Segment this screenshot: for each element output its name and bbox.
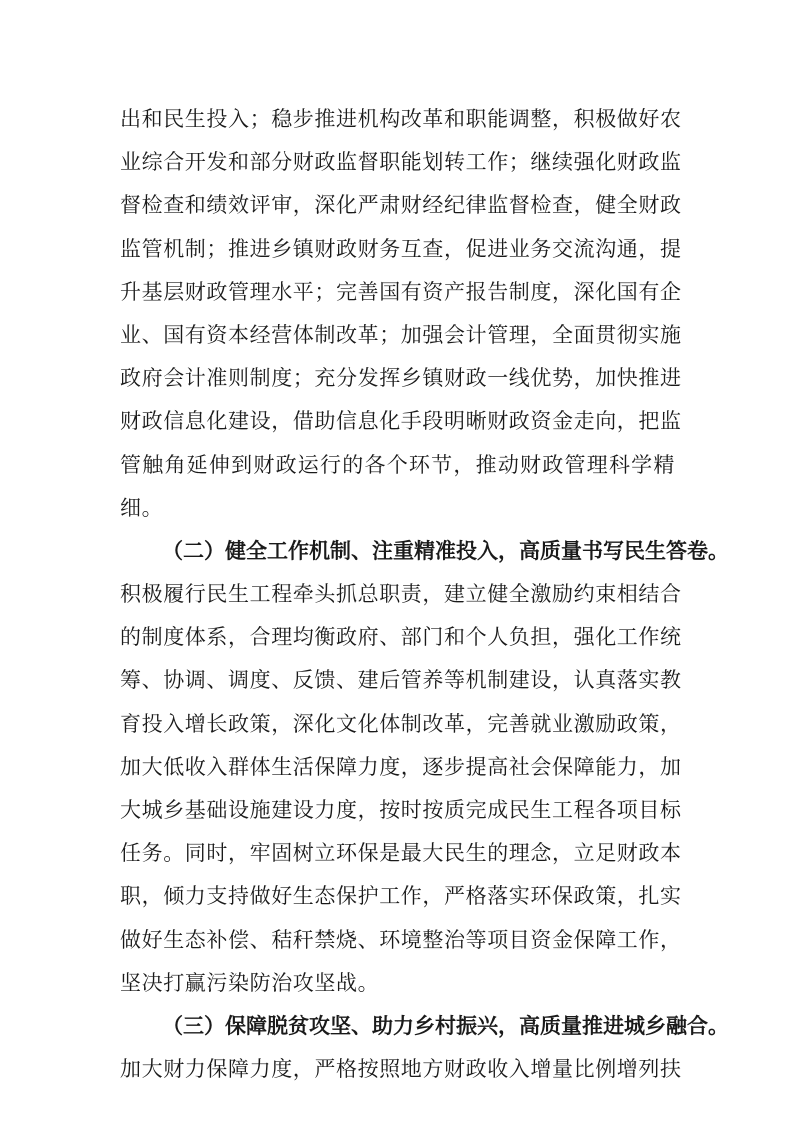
body-line: 出和民生投入；稳步推进机构改革和职能调整，积极做好农: [120, 107, 682, 131]
body-line: 的制度体系，合理均衡政府、部门和个人负担，强化工作统: [120, 625, 682, 650]
section-heading: （二）健全工作机制、注重精准投入，高质量书写民生答卷。: [162, 538, 729, 563]
body-line: 监管机制；推进乡镇财政财务互查，促进业务交流沟通，提: [120, 236, 682, 261]
body-line: 升基层财政管理水平；完善国有资产报告制度，深化国有企: [120, 279, 682, 304]
body-line: 业综合开发和部分财政监督职能划转工作；继续强化财政监: [120, 150, 682, 175]
body-line: 加大财力保障力度，严格按照地方财政收入增量比例增列扶: [120, 1057, 682, 1082]
body-line: 督检查和绩效评审，深化严肃财经纪律监督检查，健全财政: [120, 193, 682, 218]
body-line: 管触角延伸到财政运行的各个环节，推动财政管理科学精: [120, 452, 675, 477]
body-line: 大城乡基础设施建设力度，按时按质完成民生工程各项目标: [120, 798, 682, 822]
body-line: 政府会计准则制度；充分发挥乡镇财政一线优势，加快推进: [120, 366, 682, 391]
body-line: 做好生态补偿、秸秆禁烧、环境整治等项目资金保障工作，: [120, 927, 682, 952]
body-line: 筹、协调、调度、反馈、建后管养等机制建设，认真落实教: [120, 668, 682, 693]
body-line: 任务。同时，牢固树立环保是最大民生的理念，立足财政本: [120, 841, 682, 866]
body-line: 积极履行民生工程牵头抓总职责，建立健全激励约束相结合: [120, 582, 682, 607]
section-heading: （三）保障脱贫攻坚、助力乡村振兴，高质量推进城乡融合。: [162, 1013, 729, 1038]
body-line: 细。: [120, 495, 164, 520]
body-line: 坚决打赢污染防治攻坚战。: [120, 970, 380, 995]
document-page: [120, 98, 729, 1091]
body-line: 财政信息化建设，借助信息化手段明晰财政资金走向，把监: [120, 409, 682, 434]
body-line: 业、国有资本经营体制改革；加强会计管理，全面贯彻实施: [120, 322, 682, 347]
body-line: 育投入增长政策，深化文化体制改革，完善就业激励政策，: [120, 711, 682, 736]
body-line: 加大低收入群体生活保障力度，逐步提高社会保障能力，加: [120, 754, 682, 779]
body-line: 职，倾力支持做好生态保护工作，严格落实环保政策，扎实: [120, 884, 682, 909]
